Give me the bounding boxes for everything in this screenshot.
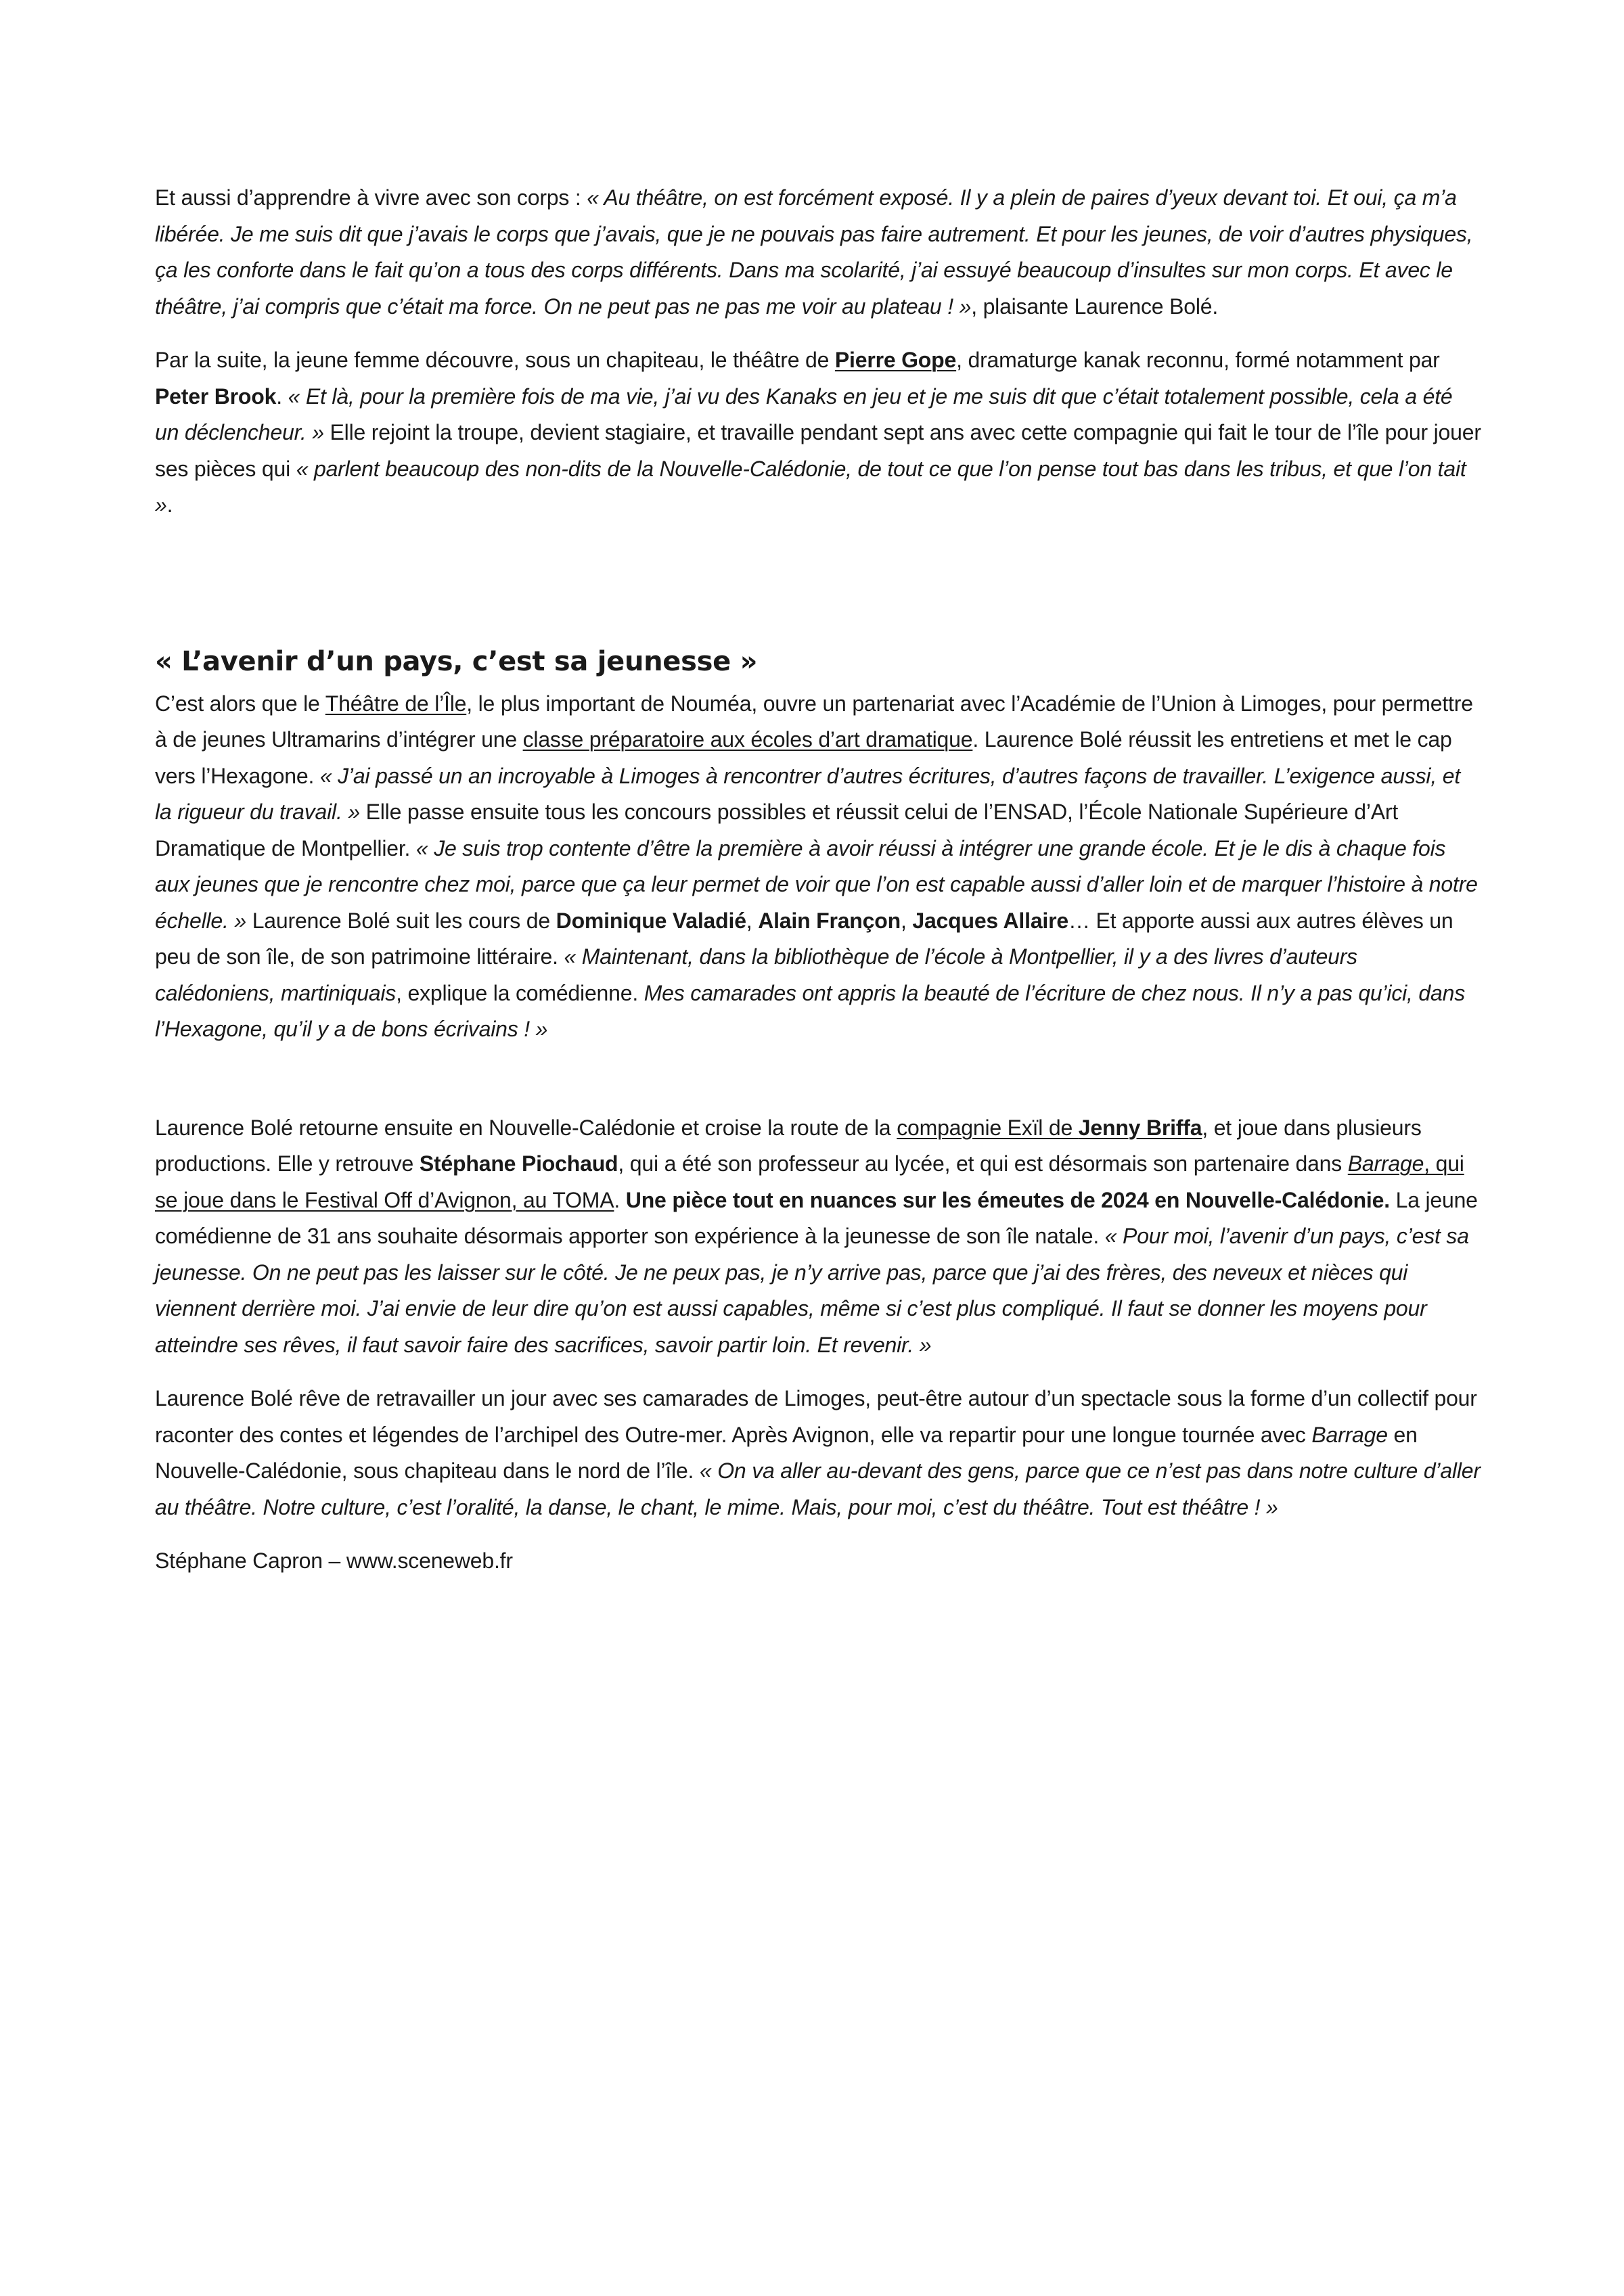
- paragraph-tournee: Laurence Bolé rêve de retravailler un jour avec ses camarades de Limoges, peut-être autour d’un spectacle sous la forme d’un collectif pour raconter des contes et légendes de l’archipel des Outre-mer. Après Avignon, elle va repartir pour une longue tournée avec Barrage en Nouvelle-Calédonie, sous chapiteau dans le nord de l’île. « On va aller au-devant des gens, parce que ce n’est pas dans notre culture d’aller au théâtre. Notre culture, c’est l’oralité, la danse, le chant, le mime. Mais, pour moi, c’est du théâtre. Tout est théâtre ! »: [155, 1386, 1481, 1519]
- name-alain-francon: Alain Françon: [758, 908, 901, 933]
- paragraph-barrage: Laurence Bolé retourne ensuite en Nouvelle-Calédonie et croise la route de la compagnie Exïl de Jenny Briffa, et joue dans plusieurs productions. Elle y retrouve Stéphane Piochaud, qui a été son professeur au lycée, et qui est désormais son partenaire dans Barrage, qui se joue dans le Festival Off d’Avignon, au TOMA. Une pièce tout en nuances sur les émeutes de 2024 en Nouvelle-Calédonie. La jeune comédienne de 31 ans souhaite désormais apporter son expérience à la jeunesse de son île natale. « Pour moi, l’avenir d’un pays, c’est sa jeunesse. On ne peut pas les laisser sur le côté. Je ne peux pas, je n’y arrive pas, parce que j’ai des frères, des neveux et nièces qui viennent derrière moi. J’ai envie de leur dire qu’on est aussi capables, même si c’est plus compliqué. Il faut se donner les moyens pour atteindre ses rêves, il faut savoir faire des sacrifices, savoir partir loin. Et revenir. »: [155, 1115, 1478, 1357]
- section-heading: « L’avenir d’un pays, c’est sa jeunesse »: [155, 645, 758, 677]
- quote-non-dits: « parlent beaucoup des non-dits de la Nouvelle-Calédonie, de tout ce que l’on pense tout bas dans les tribus, et que l’on tait »: [155, 456, 1466, 517]
- name-jacques-allaire: Jacques Allaire: [912, 908, 1068, 933]
- quote-ecrivains: Mes camarades ont appris la beauté de l’écriture de chez nous. Il n’y a pas qu’ici, dans l’Hexagone, qu’il y a de bons écrivains ! »: [155, 980, 1466, 1041]
- quote-body: « Au théâtre, on est forcément exposé. Il y a plein de paires d’yeux devant toi. Et oui, ça m’a libérée. Je me suis dit que j’avais le corps que j’avais, que je ne pouvais pas faire autrement. Et pour les jeunes, de voir d’autres physiques, ça les conforte dans le fait qu’on a tous des corps différents. Dans ma scolarité, j’ai essuyé beaucoup d’insultes sur mon corps. Et avec le théâtre, j’ai compris que c’était ma force. On ne peut pas ne pas me voir au plateau ! »: [155, 185, 1473, 319]
- name-dominique-valadie: Dominique Valadié: [556, 908, 746, 933]
- bold-piece-emeutes: Une pièce tout en nuances sur les émeutes de 2024 en Nouvelle-Calédonie.: [625, 1187, 1390, 1212]
- paragraph-body-image: Et aussi d’apprendre à vivre avec son corps : « Au théâtre, on est forcément exposé. Il y a plein de paires d’yeux devant toi. Et oui, ça m’a libérée. Je me suis dit que j’avais le corps que j’avais, que je ne pouvais pas faire autrement. Et pour les jeunes, de voir d’autres physiques, ça les conforte dans le fait qu’on a tous des corps différents. Dans ma scolarité, j’ai essuyé beaucoup d’insultes sur mon corps. Et avec le théâtre, j’ai compris que c’était ma force. On ne peut pas ne pas me voir au plateau ! », plaisante Laurence Bolé.: [155, 185, 1473, 319]
- paragraph-limoges: C’est alors que le Théâtre de l’Île, le plus important de Nouméa, ouvre un partenariat avec l’Académie de l’Union à Limoges, pour permettre à de jeunes Ultramarins d’intégrer une classe préparatoire aux écoles d’art dramatique. Laurence Bolé réussit les entretiens et met le cap vers l’Hexagone. « J’ai passé un an incroyable à Limoges à rencontrer d’autres écritures, d’autres façons de travailler. L’exigence aussi, et la rigueur du travail. » Elle passe ensuite tous les concours possibles et réussit celui de l’ENSAD, l’École Nationale Supérieure d’Art Dramatique de Montpellier. « Je suis trop contente d’être la première à avoir réussi à intégrer une grande école. Et je le dis à chaque fois aux jeunes que je rencontre chez moi, parce que ça leur permet de voir que l’on est capable aussi d’aller loin et de marquer l’histoire à notre échelle. » Laurence Bolé suit les cours de Dominique Valadié, Alain Françon, Jacques Allaire… Et apporte aussi aux autres élèves un peu de son île, de son patrimoine littéraire. « Maintenant, dans la bibliothèque de l’école à Montpellier, il y a des livres d’auteurs calédoniens, martiniquais, explique la comédienne. Mes camarades ont appris la beauté de l’écriture de chez nous. Il n’y a pas qu’ici, dans l’Hexagone, qu’il y a de bons écrivains ! »: [155, 691, 1478, 1041]
- link-classe-preparatoire[interactable]: classe préparatoire aux écoles d’art dramatique: [522, 727, 973, 752]
- link-barrage-festival[interactable]: Barrage, qui se joue dans le Festival Off d’Avignon, au TOMA: [155, 1151, 1464, 1212]
- article-body: [155, 180, 1481, 1597]
- quote-declencheur: « Et là, pour la première fois de ma vie, j’ai vu des Kanaks en jeu et je me suis dit que c’était totalement possible, cela a été un déclencheur. »: [155, 384, 1453, 444]
- quote-bibliotheque: « Maintenant, dans la bibliothèque de l’école à Montpellier, il y a des livres d’auteurs calédoniens, martiniquais: [155, 944, 1357, 1005]
- quote-tout-est-theatre: « On va aller au-devant des gens, parce que ce n’est pas dans notre culture d’aller au théâtre. Notre culture, c’est l’oralité, la danse, le chant, le mime. Mais, pour moi, c’est du théâtre. Tout est théâtre ! »: [155, 1459, 1481, 1519]
- section-spacer: [155, 541, 1481, 643]
- link-pierre-gope[interactable]: Pierre Gope: [834, 348, 957, 372]
- quote-avenir: « Pour moi, l’avenir d’un pays, c’est sa jeunesse. On ne peut pas les laisser sur le côté. Je ne peux pas, je n’y arrive pas, parce que j’ai des frères, des neveux et nièces qui viennent derrière moi. J’ai envie de leur dire qu’on est aussi capables, même si c’est plus compliqué. Il faut se donner les moyens pour atteindre ses rêves, il faut savoir faire des sacrifices, savoir partir loin. Et revenir. »: [155, 1224, 1469, 1357]
- name-stephane-piochaud: Stéphane Piochaud: [419, 1151, 618, 1176]
- link-compagnie-exil[interactable]: compagnie Exïl de Jenny Briffa: [897, 1115, 1202, 1140]
- quote-limoges: « J’ai passé un an incroyable à Limoges à rencontrer d’autres écritures, d’autres façons de travailler. L’exigence aussi, et la rigueur du travail. »: [155, 763, 1461, 824]
- title-barrage: Barrage: [1311, 1422, 1388, 1447]
- paragraph-pierre-gope: Par la suite, la jeune femme découvre, sous un chapiteau, le théâtre de Pierre Gope, dramaturge kanak reconnu, formé notamment par Peter Brook. « Et là, pour la première fois de ma vie, j’ai vu des Kanaks en jeu et je me suis dit que c’était totalement possible, cela a été un déclencheur. » Elle rejoint la troupe, devient stagiaire, et travaille pendant sept ans avec cette compagnie qui fait le tour de l’île pour jouer ses pièces qui « parlent beaucoup des non-dits de la Nouvelle-Calédonie, de tout ce que l’on pense tout bas dans les tribus, et que l’on tait ».: [155, 348, 1481, 517]
- quote-grande-ecole: « Je suis trop contente d’être la première à avoir réussi à intégrer une grande école. Et je le dis à chaque fois aux jeunes que je rencontre chez moi, parce que ça leur permet de voir que l’on est capable aussi d’aller loin et de marquer l’histoire à notre échelle. »: [155, 835, 1478, 933]
- name-peter-brook: Peter Brook: [155, 384, 277, 409]
- link-theatre-de-l-ile[interactable]: Théâtre de l’Île: [325, 691, 467, 716]
- author-signature: Stéphane Capron – www.sceneweb.fr: [155, 1548, 513, 1573]
- paragraph-spacer: [155, 1065, 1481, 1110]
